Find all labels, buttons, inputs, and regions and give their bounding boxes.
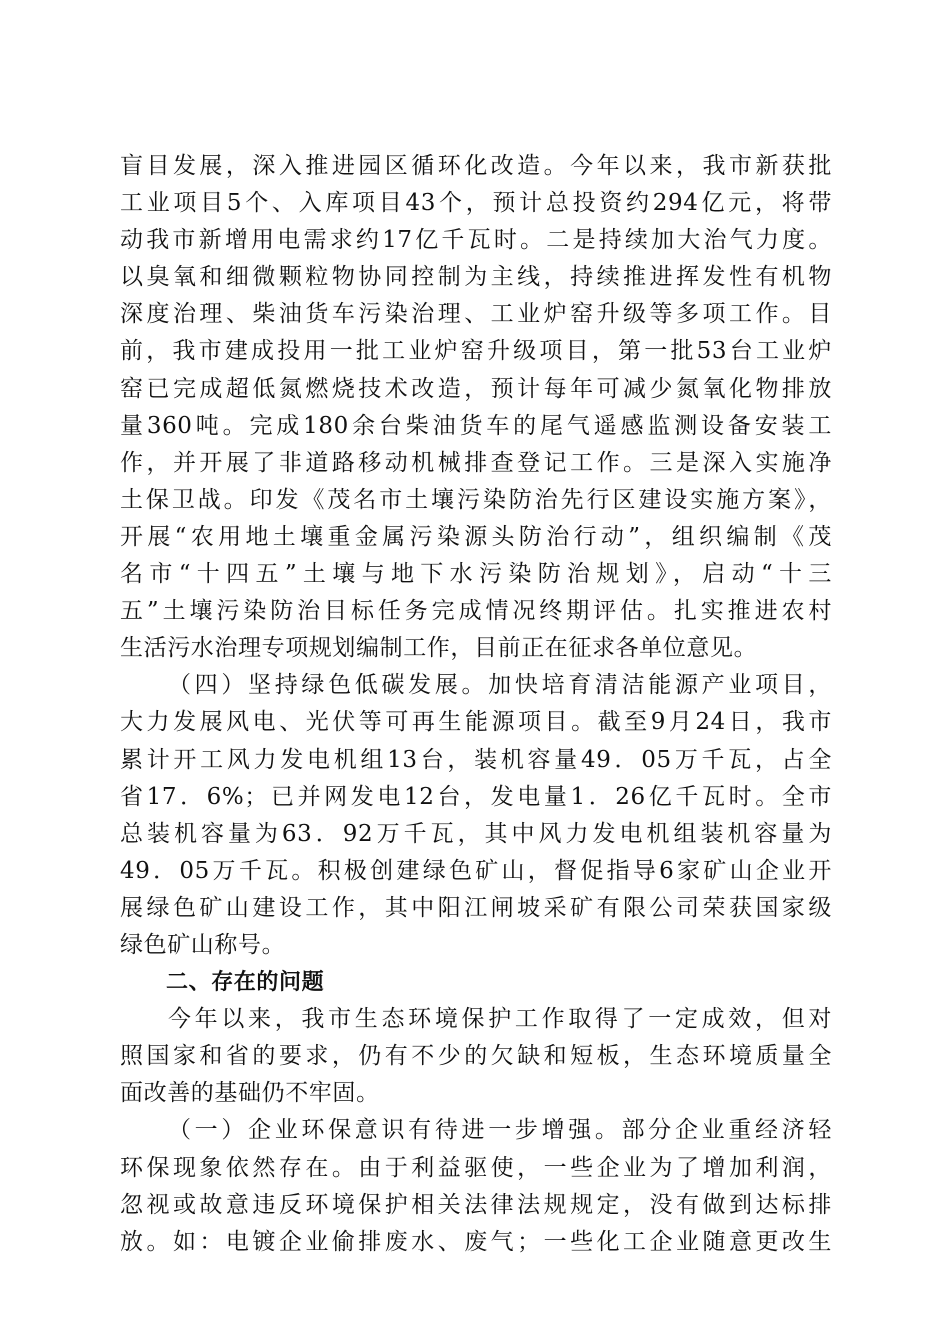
document-body	[120, 148, 832, 1261]
text-line: 生活污水治理专项规划编制工作，目前正在征求各单位意见。	[120, 635, 758, 662]
text-line: 盲目发展，深入推进园区循环化改造。今年以来，我市新获批	[120, 153, 832, 179]
text-line: 前，我市建成投用一批工业炉窑升级项目，第一批53台工业炉	[120, 338, 832, 365]
text-line: 开展“农用地土壤重金属污染源头防治行动”，组织编制《茂	[120, 523, 832, 550]
text-line: 忽视或故意违反环境保护相关法律法规规定，没有做到达标排	[120, 1191, 832, 1218]
text-line: 深度治理、柴油货车污染治理、工业炉窑升级等多项工作。目	[120, 301, 832, 328]
text-line: 工业项目5个、入库项目43个，预计总投资约294亿元，将带	[120, 190, 832, 217]
section-heading-problems: 二、存在的问题	[166, 970, 325, 996]
text-line: 量360吨。完成180余台柴油货车的尾气遥感监测设备安装工	[120, 412, 832, 439]
text-line: （一）企业环保意识有待进一步增强。部分企业重经济轻	[168, 1117, 832, 1144]
text-line: 名市“十四五”土壤与地下水污染防治规划》，启动“十三	[120, 561, 832, 588]
text-line: 环保现象依然存在。由于利益驱使，一些企业为了增加利润，	[120, 1154, 832, 1181]
text-line: 面改善的基础仍不牢固。	[120, 1080, 380, 1107]
paragraph-green-low-carbon	[120, 667, 832, 964]
text-line: 土保卫战。印发《茂名市土壤污染防治先行区建设实施方案》，	[120, 486, 832, 513]
text-line: 作，并开展了非道路移动机械排查登记工作。三是深入实施净	[120, 449, 832, 476]
text-line: 照国家和省的要求，仍有不少的欠缺和短板，生态环境质量全	[120, 1043, 832, 1070]
paragraph-enterprise-awareness	[120, 1112, 832, 1260]
text-line: （四）坚持绿色低碳发展。加快培育清洁能源产业项目，	[168, 672, 832, 699]
text-line: 绿色矿山称号。	[120, 931, 286, 958]
text-line: 今年以来，我市生态环境保护工作取得了一定成效，但对	[168, 1006, 832, 1033]
text-line: 大力发展风电、光伏等可再生能源项目。截至9月24日，我市	[120, 709, 832, 736]
text-line: 省17．6%；已并网发电12台，发电量1．26亿千瓦时。全市	[120, 783, 832, 810]
paragraph-problems-intro	[120, 1001, 832, 1112]
text-line: 五”土壤污染防治目标任务完成情况终期评估。扎实推进农村	[120, 598, 832, 625]
text-line: 放。如：电镀企业偷排废水、废气；一些化工企业随意更改生	[120, 1228, 832, 1255]
text-line: 总装机容量为63．92万千瓦，其中风力发电机组装机容量为	[120, 820, 832, 847]
text-line: 49．05万千瓦。积极创建绿色矿山，督促指导6家矿山企业开	[120, 857, 832, 884]
text-line: 动我市新增用电需求约17亿千瓦时。二是持续加大治气力度。	[120, 227, 832, 254]
text-line: 累计开工风力发电机组13台，装机容量49．05万千瓦，占全	[120, 746, 832, 773]
text-line: 展绿色矿山建设工作，其中阳江闸坡采矿有限公司荣获国家级	[120, 894, 832, 921]
text-line: 以臭氧和细微颗粒物协同控制为主线，持续推进挥发性有机物	[120, 264, 832, 291]
text-line: 窑已完成超低氮燃烧技术改造，预计每年可减少氮氧化物排放	[120, 375, 832, 402]
paragraph-pollution-control	[120, 148, 832, 667]
